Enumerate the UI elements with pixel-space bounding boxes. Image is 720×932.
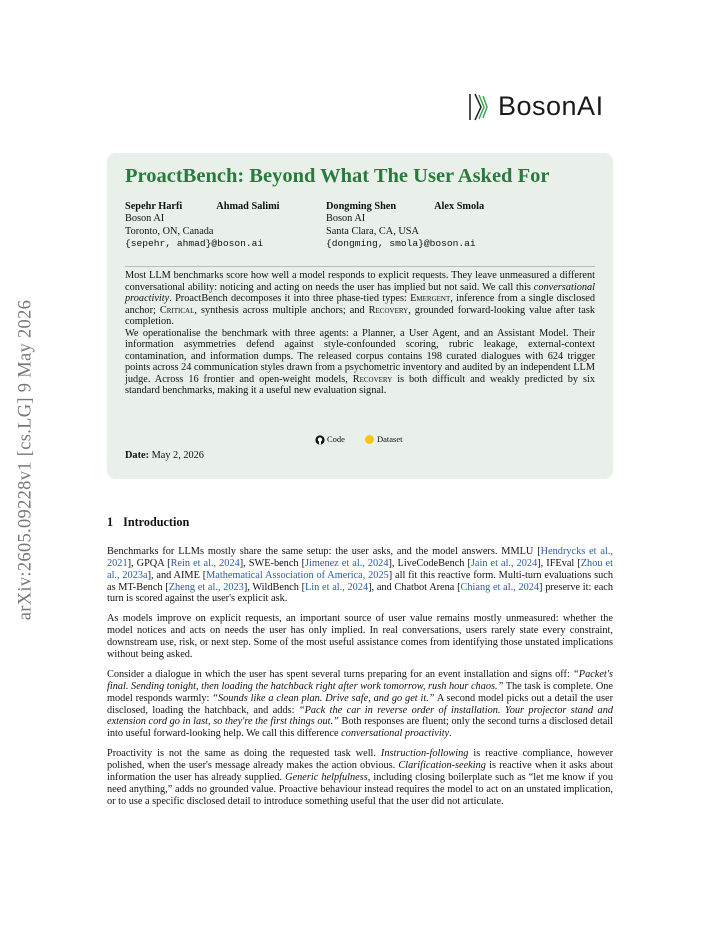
author-name: Alex Smola	[434, 201, 485, 212]
author-affiliation: Boson AI	[326, 213, 366, 225]
publication-date: Date: May 2, 2026	[125, 450, 204, 461]
citation-link[interactable]: Jimenez et al., 2024	[305, 557, 389, 569]
citation-link[interactable]: Zheng et al., 2023	[168, 581, 244, 593]
author-affiliation: Boson AI	[125, 213, 165, 225]
section-heading: 1 Introduction	[107, 515, 190, 529]
author-block-2	[326, 201, 484, 250]
introduction-body	[107, 546, 613, 816]
citation-link[interactable]: Zhou et al., 2023a	[107, 557, 613, 581]
citation-link[interactable]: Mathematical Association of America, 2025	[206, 569, 389, 581]
github-icon	[315, 435, 325, 445]
boson-chevron-icon	[468, 92, 494, 122]
author-location: Toronto, ON, Canada	[125, 225, 214, 237]
citation-link[interactable]: Lin et al., 2024	[305, 581, 369, 593]
code-link[interactable]: Code	[315, 434, 345, 445]
author-name: Ahmad Salimi	[216, 201, 280, 212]
bosonai-logo	[468, 91, 604, 122]
dataset-link[interactable]: Dataset	[365, 434, 403, 445]
citation-link[interactable]: Hendrycks et al., 2021	[107, 546, 613, 569]
author-name: Dongming Shen	[326, 201, 397, 212]
abstract-divider	[125, 266, 595, 267]
citation-link[interactable]: Jain et al., 2024	[470, 557, 538, 569]
paragraph-4: Proactivity is not the same as doing the requested task well. Instruction-following is reactive compliance, however polished, when the user's message already makes the action obvious. Clarification-seeking is reactive when it asks about information the user has already supplied. Generic helpfulness, including closing boilerplate such as “let me know if you need anything,” adds no grounded value. Proactive behaviour instead requires the model to act on an unstated implication, or to use a specific disclosed detail to introduce something useful that the user did not articulate.	[107, 748, 614, 807]
abstract-paragraph-2: We operationalise the benchmark with three agents: a Planner, a User Agent, and an Assistant Model. Their information asymmetries defend against style-confounded scoring, rubric leakage, external-context contamination, and information dumps. The released corpus contains 198 curated dialogues with 624 trigger points across 24 communication styles drawn from a psychometric inventory and audited by an independent LLM judge. Across 16 frontier and open-weight models, Recovery is both difficult and weakly predicted by six standard benchmarks, making it a useful new evaluation signal.	[125, 327, 595, 397]
author-email: {sepehr, ahmad}@boson.ai	[125, 237, 264, 249]
abstract-paragraph-1: Most LLM benchmarks score how well a model responds to explicit requests. They leave unmeasured a different conversational ability: noticing and acting on needs the user has implied but not said. We call this conversational proactivity. ProactBench decomposes it into three phase-tied types: Emergent, inference from a single disclosed anchor; Critical, synthesis across multiple anchors; and Recovery, grounded forward-looking value after task completion.	[125, 270, 595, 328]
paragraph-3: Consider a dialogue in which the user has spent several turns preparing for an event installation and signs off: “Packet's final. Sending tonight, then loading the hatchback right after work tomorrow, rush hour chaos.” The task is complete. One model responds warmly: “Sounds like a clean plan. Drive safe, and go get it.” A second model picks out a detail the user disclosed, loading the hatchback, and adds: “Pack the car in reverse order of installation. Your projector stand and extension cord go in last, so they're the first things out.” Both responses are fluent; only the second turns a disclosed detail into useful forward-looking help. We call this difference conversational proactivity.	[107, 668, 614, 740]
paragraph-1: Benchmarks for LLMs mostly share the same setup: the user asks, and the model answers. MMLU [Hendrycks et al., 2021], GPQA [Rein et al., 2024], SWE-bench [Jimenez et al., 2024], LiveCodeBench [Jain et al., 2024], IFEval [Zhou et al., 2023a], and AIME [Mathematical Association of America, 2025] all fit this reactive form. Multi-turn evaluations such as MT-Bench [Zheng et al., 2023], WildBench [Lin et al., 2024], and Chatbot Arena [Chiang et al., 2024] preserve it: each turn is scored against the user's explicit ask.	[107, 546, 614, 605]
paper-title: ProactBench: Beyond What The User Asked For	[125, 165, 550, 187]
logo-text: BosonAI	[498, 91, 604, 121]
author-block-1	[125, 201, 280, 250]
dataset-icon	[365, 435, 374, 444]
author-name: Sepehr Harfi	[125, 201, 183, 212]
citation-link[interactable]: Rein et al., 2024	[170, 557, 240, 569]
paragraph-2: As models improve on explicit requests, an important source of user value remains mostly unmeasured: whether the model notices and acts on needs the user has only implied. In real conversations, users rarely state every constraint, downstream use, risk, or next step. Some of the most useful assistance comes from identifying those unstated implications without being asked.	[107, 613, 613, 660]
arxiv-identifier: arXiv:2605.09228v1 [cs.LG] 9 May 2026	[15, 299, 36, 621]
author-email: {dongming, smola}@boson.ai	[326, 237, 476, 249]
citation-link[interactable]: Chiang et al., 2024	[460, 581, 540, 593]
abstract	[125, 270, 595, 397]
author-location: Santa Clara, CA, USA	[326, 225, 419, 237]
